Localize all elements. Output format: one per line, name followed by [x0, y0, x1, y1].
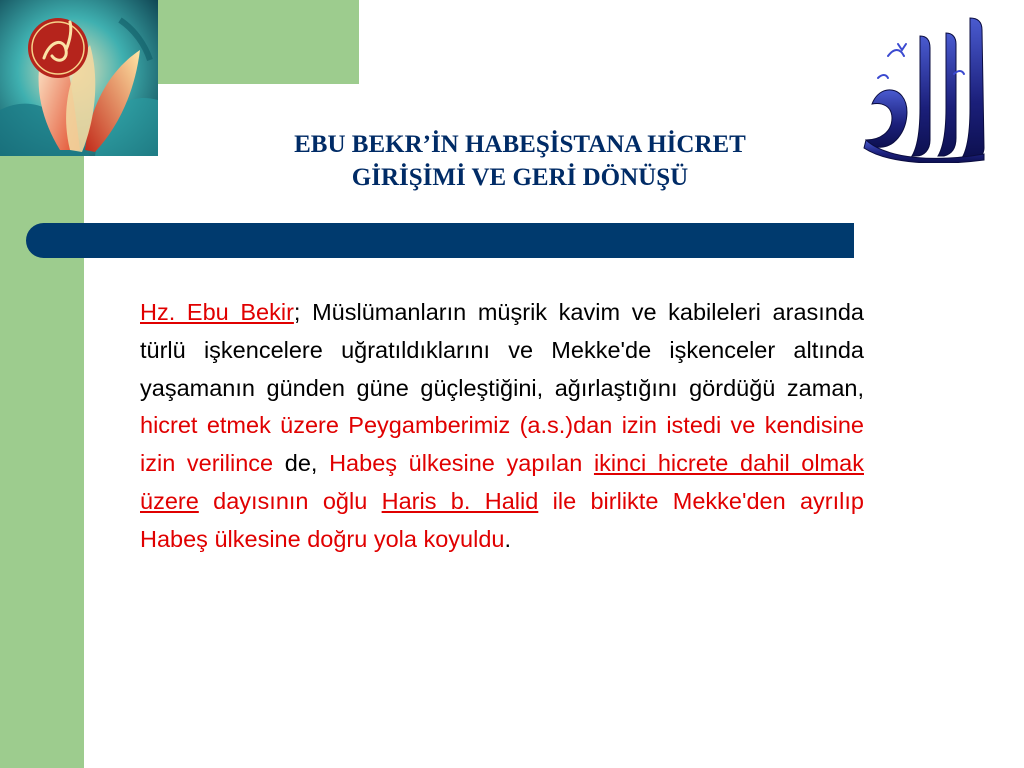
text-segment: ikinci hicrete dahil olmak üzere [140, 450, 864, 514]
allah-calligraphy-icon [858, 8, 998, 163]
title-divider-bar [26, 223, 854, 258]
text-segment: de, [273, 450, 330, 477]
text-segment: Haris b. Halid [381, 487, 539, 514]
body-paragraph [140, 294, 864, 559]
text-segment: Hz. Ebu Bekir [140, 299, 294, 325]
text-segment: ile birlikte Mekke'den ayrılıp Habeş ülkesine doğru yola koyuldu [140, 487, 864, 552]
title-line-2: GİRİŞİMİ VE GERİ DÖNÜŞÜ [351, 164, 689, 191]
slide-title [200, 128, 840, 194]
text-segment: . [504, 525, 512, 552]
text-segment: Habeş ülkesine yapılan [329, 450, 594, 477]
text-segment: hicret etmek üzere Peygamberimiz (a.s.)dan izin istedi ve kendisine izin verilince [140, 412, 864, 477]
title-line-1: EBU BEKR’İN HABEŞİSTANA HİCRET [294, 131, 746, 158]
muhammad-calligraphy-art [0, 0, 158, 156]
text-segment: dayısının oğlu [198, 487, 382, 514]
text-segment: ; Müslümanların müşrik kavim ve kabileleri arasında türlü işkencelere uğratıldıklarını ve Mekke'de işkenceler altında yaşamanın günden güne güçleştiğini, ağırlaştığını gördüğü zaman, [140, 299, 864, 401]
